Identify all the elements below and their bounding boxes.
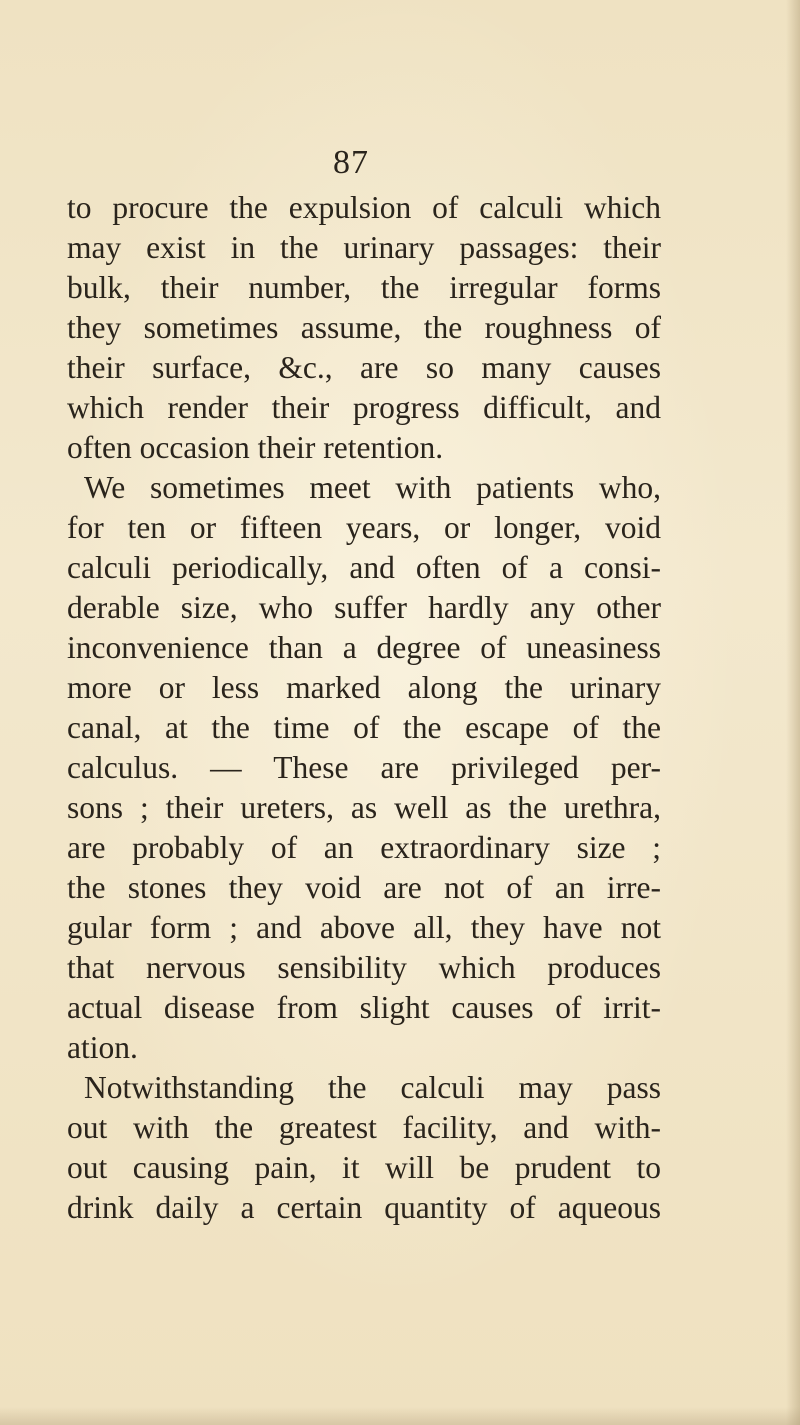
text-line: are probably of an extraordinary size ; (67, 830, 661, 865)
text-line: more or less marked along the urinary (67, 670, 661, 705)
page-number: 87 (333, 144, 369, 181)
text-line: which render their progress difficult, and (67, 390, 661, 425)
text-line: to procure the expulsion of calculi which (67, 190, 661, 225)
text-line: their surface, &c., are so many causes (67, 350, 661, 385)
text-line: drink daily a certain quantity of aqueous (67, 1190, 661, 1225)
text-line: may exist in the urinary passages: their (67, 230, 661, 265)
text-line: they sometimes assume, the roughness of (67, 310, 661, 345)
text-line: out with the greatest facility, and with- (67, 1110, 661, 1145)
paragraph-start-line: We sometimes meet with patients who, (84, 470, 661, 505)
page-bottom-edge (0, 1407, 800, 1425)
text-line: gular form ; and above all, they have not (67, 910, 661, 945)
text-line: often occasion their retention. (67, 430, 444, 465)
text-line: ation. (67, 1030, 138, 1065)
text-line: sons ; their ureters, as well as the urethra, (67, 790, 661, 825)
page-edge-shadow (786, 0, 800, 1425)
text-line: bulk, their number, the irregular forms (67, 270, 661, 305)
text-line: canal, at the time of the escape of the (67, 710, 661, 745)
body-text (67, 188, 661, 1228)
text-line: inconvenience than a degree of uneasiness (67, 630, 661, 665)
text-line: that nervous sensibility which produces (67, 950, 661, 985)
text-line: for ten or fifteen years, or longer, void (67, 510, 661, 545)
text-line: out causing pain, it will be prudent to (67, 1150, 661, 1185)
text-line: derable size, who suffer hardly any other (67, 590, 661, 625)
paragraph-start-line: Notwithstanding the calculi may pass (84, 1070, 661, 1105)
text-line: calculi periodically, and often of a consi- (67, 550, 661, 585)
text-line: actual disease from slight causes of irrit- (67, 990, 661, 1025)
text-line: the stones they void are not of an irre- (67, 870, 661, 905)
text-line: calculus. — These are privileged per- (67, 750, 661, 785)
